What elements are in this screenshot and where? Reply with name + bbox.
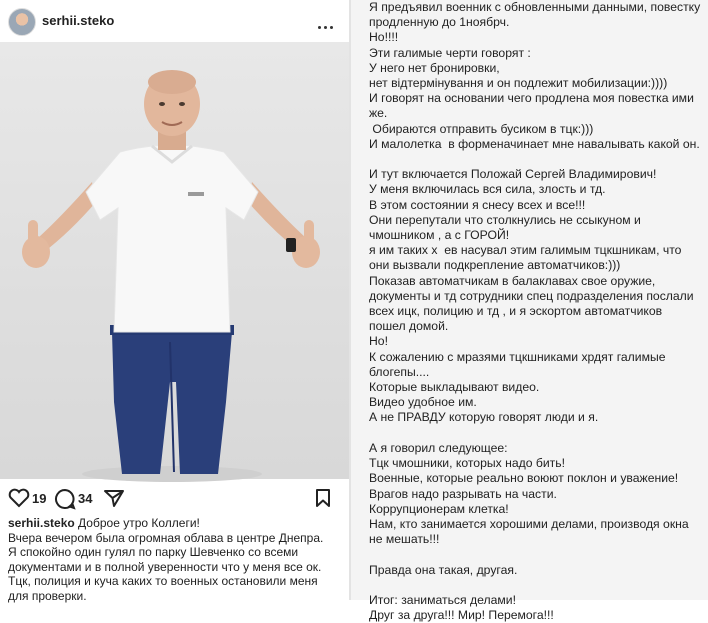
caption-line: документами и в полной уверенности что у меня все ок. [8, 559, 322, 574]
post-actions [0, 480, 350, 516]
more-icon[interactable] [318, 16, 336, 24]
caption-line: Я спокойно один гулял по парку Шевченко со всеми [8, 545, 299, 560]
likes-count: 19 [32, 491, 47, 506]
instagram-post [0, 0, 350, 603]
post-photo[interactable] [0, 42, 350, 479]
avatar[interactable] [8, 8, 36, 36]
heart-icon[interactable] [8, 488, 30, 508]
continued-text-panel [351, 0, 708, 623]
username[interactable]: serhii.steko [42, 13, 115, 28]
caption-line: Вчера вечером была огромная облава в центре Днепра. [8, 530, 324, 545]
comments-count: 34 [78, 491, 93, 506]
post-continuation-text: Я предъявил военник с обновленными данными, повестку продленную до 1ноябрч. Но!!!! Эти галимые черти говорят : У него нет бронировки, нет відтермінування и он подлежит мобилизации:)))) И говорят на основании чего продлена моя повестка ими же. Обираются отправить бусиком в тцк:))) И малолетка в форменачинает мне навалывать какой он. И тут включается Положай Сергей Владимирович! У меня включилась вся сила, злость и тд. В этом состоянии я снесу всех и все!!! Они перепутали что столкнулись не ссыкуном и чмошником , а с ГОРОЙ! я им таких х ев насувал этим галимым тцкшникам, что они вызвали подкрепление автоматчиков:))) Показав автоматчикам в балаклавах свое оружие, документы и тд сотрудники спец подразделения послали всех ицк, полицию и тд , и я эскортом автоматчиков пошел домой. Но! К сожалению с мразями тцкшниками хрдят галимые блогепы.... Которые выкладывают видео. Видео удобное им. А не ПРАВДУ которую говорят люди и я. А я говорил следующее: Тцк чмошники, которых надо бить! Военные, которые реально воюют поклон и уважение! Врагов надо разрывать на части. Коррупционерам клетка! Нам, кто занимается хорошими делами, производя окна не мешать!!! Правда она такая, другая. Итог: заниматься делами! Друг за друга!!! Мир! Перемога!!! [369, 0, 701, 623]
post-caption [8, 516, 343, 604]
caption-username[interactable]: serhii.steko [8, 516, 75, 530]
post-header [0, 0, 350, 42]
caption-line: для проверки. [8, 588, 87, 603]
man-thumbs-up-illustration [0, 42, 350, 479]
caption-line: Тцк, полиция и куча каких то военных остановили меня [8, 574, 318, 589]
caption-line: Доброе утро Коллеги! [74, 516, 200, 530]
comment-icon[interactable] [54, 488, 76, 510]
share-icon[interactable] [103, 488, 125, 508]
bookmark-icon[interactable] [314, 488, 332, 508]
